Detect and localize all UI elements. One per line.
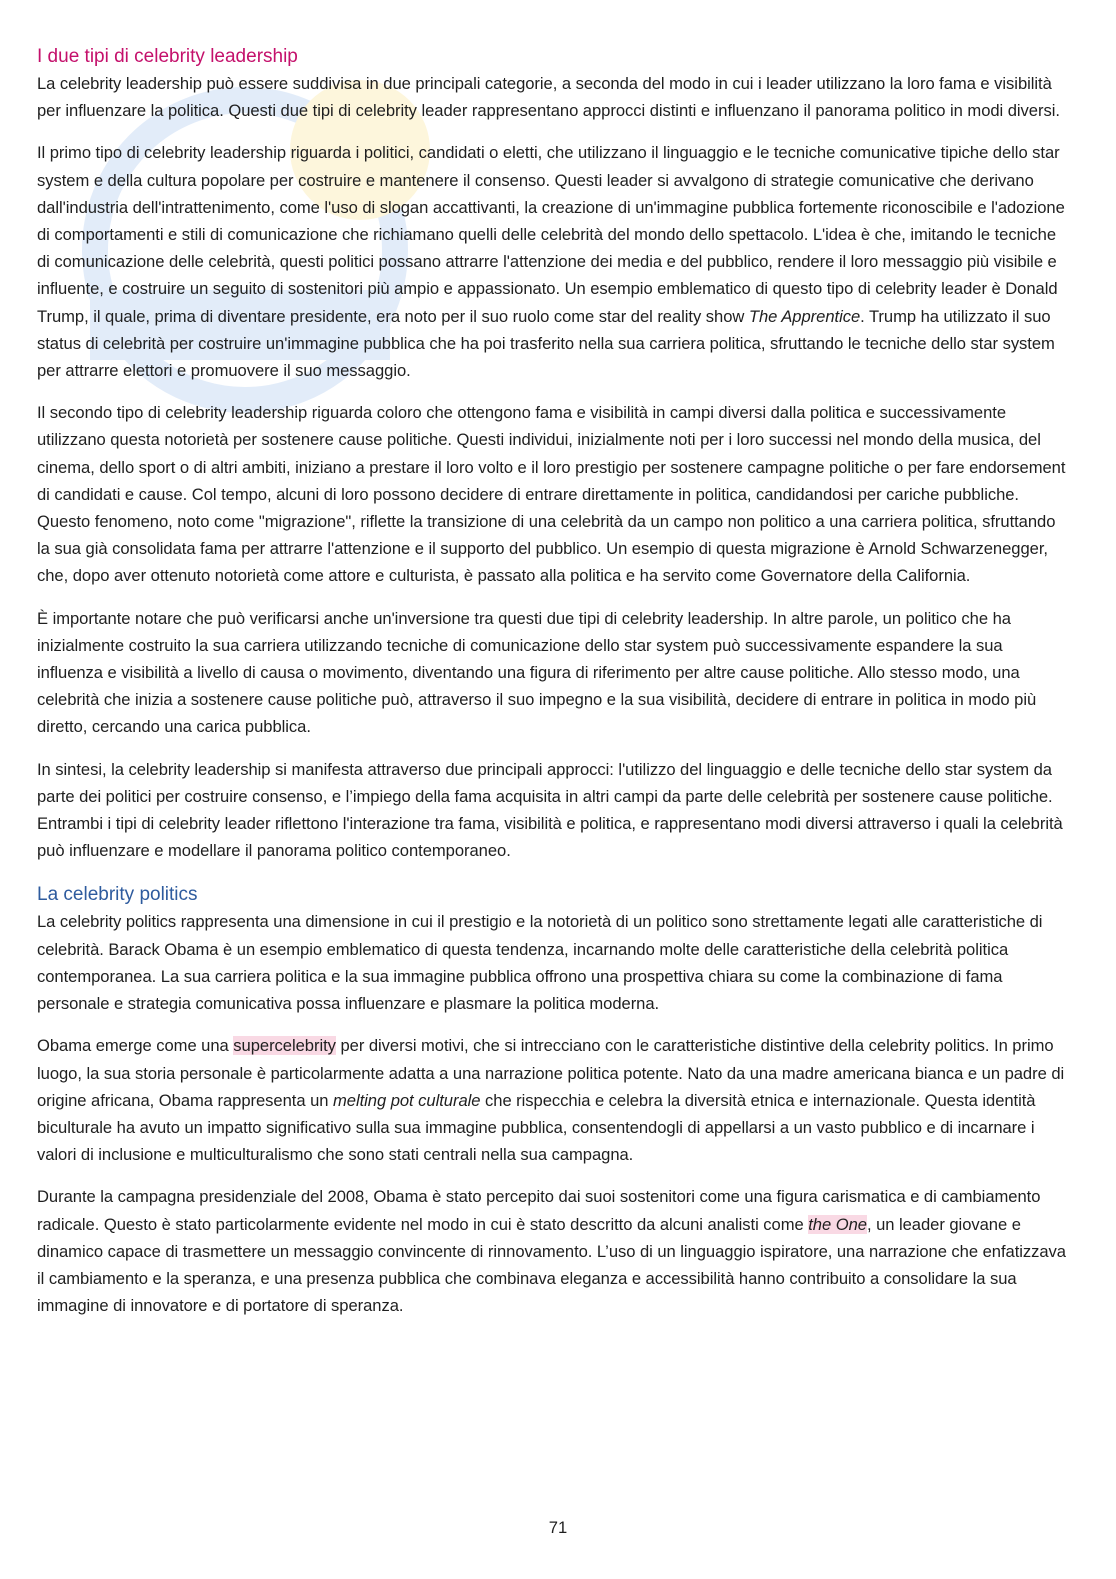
italic-title: The Apprentice	[748, 306, 861, 326]
section-heading-celebrity-leadership: I due tipi di celebrity leadership	[37, 46, 298, 67]
paragraph	[37, 1183, 1069, 1319]
italic-term: melting pot culturale	[333, 1090, 481, 1110]
page-number: 71	[548, 1518, 568, 1537]
paragraph: La celebrity leadership può essere suddivisa in due principali categorie, a seconda del modo in cui i leader utilizzano la loro fama e visibilità per influenzare la politica. Questi due tipi di celebrity leader rappresentano approcci distinti e influenzano il panorama politico in modi diversi.	[37, 74, 1060, 121]
paragraph-text: Obama emerge come una	[37, 1036, 234, 1056]
paragraph-text: . Trump ha utilizzato il suo status di celebrità per costruire un'immagine pubblica che ha poi trasferito nella sua carriera politica, sfruttando le tecniche dello star system per attrarre elettori e promuovere il suo messaggio.	[37, 306, 1055, 381]
document-page	[37, 44, 1069, 1334]
paragraph	[37, 139, 1069, 384]
paragraph-text: Durante la campagna presidenziale del 2008, Obama è stato percepito dai suoi sostenitori come una figura carismatica e di cambiamento radicale. Questo è stato particolarmente evidente nel modo in cui è stato descritto da alcuni analisti come	[37, 1187, 1041, 1234]
highlighted-term: supercelebrity	[233, 1036, 336, 1056]
paragraph: La celebrity politics rappresenta una dimensione in cui il prestigio e la notorietà di un politico sono strettamente legati alle caratteristiche di celebrità. Barack Obama è un esempio emblematico di questa tendenza, incarnando molte delle caratteristiche della celebrità politica contemporanea. La sua carriera politica e la sua immagine pubblica offrono una prospettiva chiara su come la combinazione di fama personale e strategia comunicativa possa influenzare e plasmare la politica moderna.	[37, 912, 1043, 1014]
paragraph: In sintesi, la celebrity leadership si manifesta attraverso due principali approcci: l'utilizzo del linguaggio e delle tecniche dello star system da parte dei politici per costruire consenso, e l’impiego della fama acquisita in altri campi da parte delle celebrità per sostenere cause politiche. Entrambi i tipi di celebrity leader riflettono l'interazione tra fama, visibilità e politica, e rappresentano modi diversi attraverso i quali la celebrità può influenzare e modellare il panorama politico contemporaneo.	[37, 759, 1063, 861]
paragraph-text: , un leader giovane e dinamico capace di trasmettere un messaggio convincente di rinnovamento. L’uso di un linguaggio ispiratore, una narrazione che enfatizzava il cambiamento e la speranza, e una presenza pubblica che combinava eleganza e accessibilità hanno contribuito a consolidare la sua immagine di innovatore e di portatore di speranza.	[37, 1214, 1066, 1316]
paragraph-text: che rispecchia e celebra la diversità etnica e internazionale. Questa identità biculturale ha avuto un impatto significativo sulla sua immagine pubblica, consentendogli di appellarsi a un vasto pubblico e di incarnare i valori di inclusione e multiculturalismo che sono stati centrali nella sua campagna.	[37, 1090, 1036, 1165]
section-heading-celebrity-politics: La celebrity politics	[37, 884, 198, 906]
paragraph-text: per diversi motivi, che si intrecciano con le caratteristiche distintive della celebrity politics. In primo luogo, la sua storia personale è particolarmente adatta a una narrazione politica potente. Nato da una madre americana bianca e un padre di origine africana, Obama rappresenta un	[37, 1036, 1065, 1110]
paragraph: È importante notare che può verificarsi anche un'inversione tra questi due tipi di celebrity leadership. In altre parole, un politico che ha inizialmente costruito la sua carriera utilizzando tecniche di comunicazione dello star system può successivamente espandere la sua influenza e visibilità a livello di causa o movimento, diventando una figura di riferimento per altre cause politiche. Allo stesso modo, una celebrità che inizia a sostenere cause politiche può, attraverso il suo impegno e la sua visibilità, decidere di entrare in politica in modo più diretto, cercando una carica pubblica.	[37, 608, 1037, 737]
paragraph-text: Il primo tipo di celebrity leadership riguarda i politici, candidati o eletti, che utilizzano il linguaggio e le tecniche comunicative tipiche dello star system e della cultura popolare per costruire e mantenere il consenso. Questi leader si avvalgono di strategie comunicative che derivano dall'industria dell'intrattenimento, come l'uso di slogan accattivanti, la creazione di un'immagine pubblica fortemente riconoscibile e l'adozione di comportamenti e stili di comunicazione che richiamano quelli delle celebrità del mondo dello spettacolo. L'idea è che, imitando le tecniche di comunicazione delle celebrità, questi politici possano attrarre l'attenzione dei media e del pubblico, rendere il loro messaggio più visibile e influente, e costruire un seguito di sostenitori più ampio e appassionato. Un esempio emblematico di questo tipo di celebrity leader è Donald Trump, il quale, prima di diventare presidente, era noto per il suo ruolo come star del reality show	[37, 143, 1065, 326]
paragraph: Il secondo tipo di celebrity leadership riguarda coloro che ottengono fama e visibilità in campi diversi dalla politica e successivamente utilizzano questa notorietà per sostenere cause politiche. Questi individui, inizialmente noti per i loro successi nel mondo della musica, del cinema, dello sport o di altri ambiti, iniziano a prestare il loro volto e il loro prestigio per sostenere campagne politiche o per fare endorsement di candidati e cause. Col tempo, alcuni di loro possono decidere di entrare direttamente in politica, candidandosi per cariche pubbliche. Questo fenomeno, noto come "migrazione", riflette la transizione di una celebrità da un campo non politico a una carriera politica, sfruttando la sua già consolidata fama per attrarre l'attenzione e il supporto del pubblico. Un esempio di questa migrazione è Arnold Schwarzenegger, che, dopo aver ottenuto notorietà come attore e culturista, è passato alla politica e ha servito come Governatore della California.	[37, 403, 1066, 586]
paragraph	[37, 1032, 1069, 1168]
highlighted-term: the One	[808, 1214, 867, 1234]
